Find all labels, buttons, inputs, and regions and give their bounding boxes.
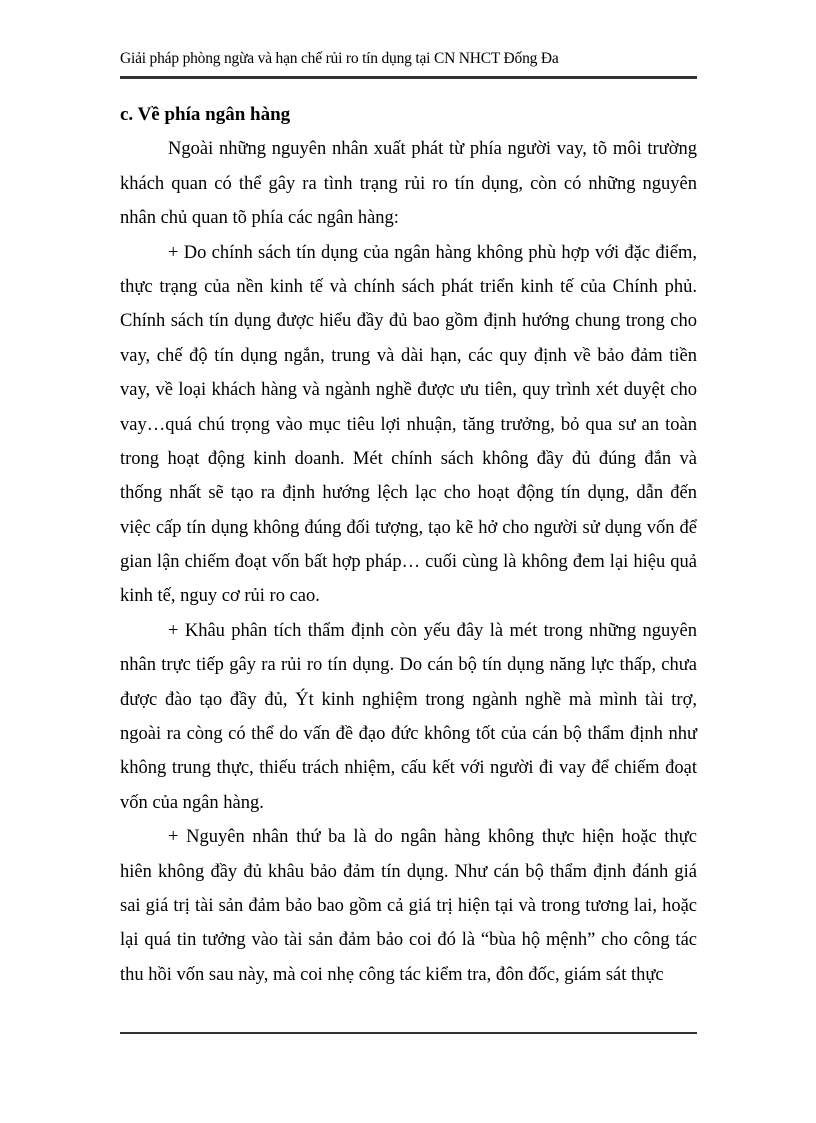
text-line: kinh tế, nguy cơ rủi ro cao. [120, 586, 320, 607]
paragraph [120, 132, 697, 235]
page-body [120, 98, 697, 992]
paragraph [120, 236, 697, 614]
text-line: không trung thực, thiếu trách nhiệm, cấu kết với người đi vay để chiếm đoạt [120, 758, 697, 779]
text-line: vay, chế độ tín dụng ngắn, trung và dài hạn, các quy định về bảo đảm tiền [120, 345, 697, 366]
text-line: vốn của ngân hàng. [120, 792, 264, 813]
text-line: nhân trực tiếp gây ra rủi ro tín dụng. Do cán bộ tín dụng năng lực thấp, chưa [120, 655, 697, 676]
text-line: vay, về loại khách hàng và ngành nghề được ưu tiên, quy trình xét duyệt cho [120, 380, 697, 401]
text-line: việc cấp tín dụng không đúng đối tượng, tạo kẽ hở cho người sử dụng vốn để [120, 517, 697, 538]
paragraph [120, 820, 697, 992]
text-line: Chính sách tín dụng được hiểu đầy đủ bao gồm định hướng chung trong cho [120, 311, 697, 332]
text-line: sai giá trị tài sản đảm bảo bao gồm cả giá trị hiện tại và trong tương lai, hoặc [120, 895, 697, 916]
paragraph [120, 614, 697, 820]
footer-rule [120, 1032, 697, 1034]
header-rule [120, 76, 697, 79]
text-line: + Do chính sách tín dụng của ngân hàng không phù hợp với đặc điểm, [168, 242, 697, 263]
text-line: nhân chủ quan tõ phía các ngân hàng: [120, 208, 399, 229]
paragraphs [120, 132, 697, 992]
text-line: thống nhất sẽ tạo ra định hướng lệch lạc cho hoạt động tín dụng, dẫn đến [120, 483, 697, 504]
text-line: thu hồi vốn sau này, mà coi nhẹ công tác kiểm tra, đôn đốc, giám sát thực [120, 964, 664, 985]
text-line: hiên không đầy đủ khâu bảo đảm tín dụng. Như cán bộ thẩm định đánh giá [120, 861, 697, 882]
text-line: trong hoạt động kinh doanh. Mét chính sách không đầy đủ đúng đắn và [120, 448, 697, 469]
text-line: gian lận chiếm đoạt vốn bất hợp pháp… cuối cùng là không đem lại hiệu quả [120, 552, 697, 573]
text-line: được đào tạo đầy đủ, Ýt kinh nghiệm trong ngành nghề mà mình tài trợ, [120, 689, 697, 710]
text-line: lại quá tin tưởng vào tài sản đảm bảo coi đó là “bùa hộ mệnh” cho công tác [120, 930, 697, 951]
section-heading: c. Về phía ngân hàng [120, 104, 291, 125]
running-header: Giải pháp phòng ngừa và hạn chế rủi ro tín dụng tại CN NHCT Đống Đa [120, 50, 559, 67]
text-line: Ngoài những nguyên nhân xuất phát từ phía người vay, tõ môi trường [168, 139, 697, 160]
text-line: thực trạng của nền kinh tế và chính sách phát triển kinh tế của Chính phủ. [120, 276, 697, 297]
text-line: khách quan có thể gây ra tình trạng rủi ro tín dụng, còn có những nguyên [120, 173, 697, 194]
text-line: + Nguyên nhân thứ ba là do ngân hàng không thực hiện hoặc thực [168, 827, 697, 848]
text-line: vay…quá chú trọng vào mục tiêu lợi nhuận, tăng trưởng, bỏ qua sư an toàn [120, 414, 697, 435]
text-line: + Khâu phân tích thẩm định còn yếu đây là mét trong những nguyên [168, 620, 697, 641]
text-line: ngoài ra còng có thể do vấn đề đạo đức không tốt của cán bộ thẩm định như [120, 724, 697, 745]
